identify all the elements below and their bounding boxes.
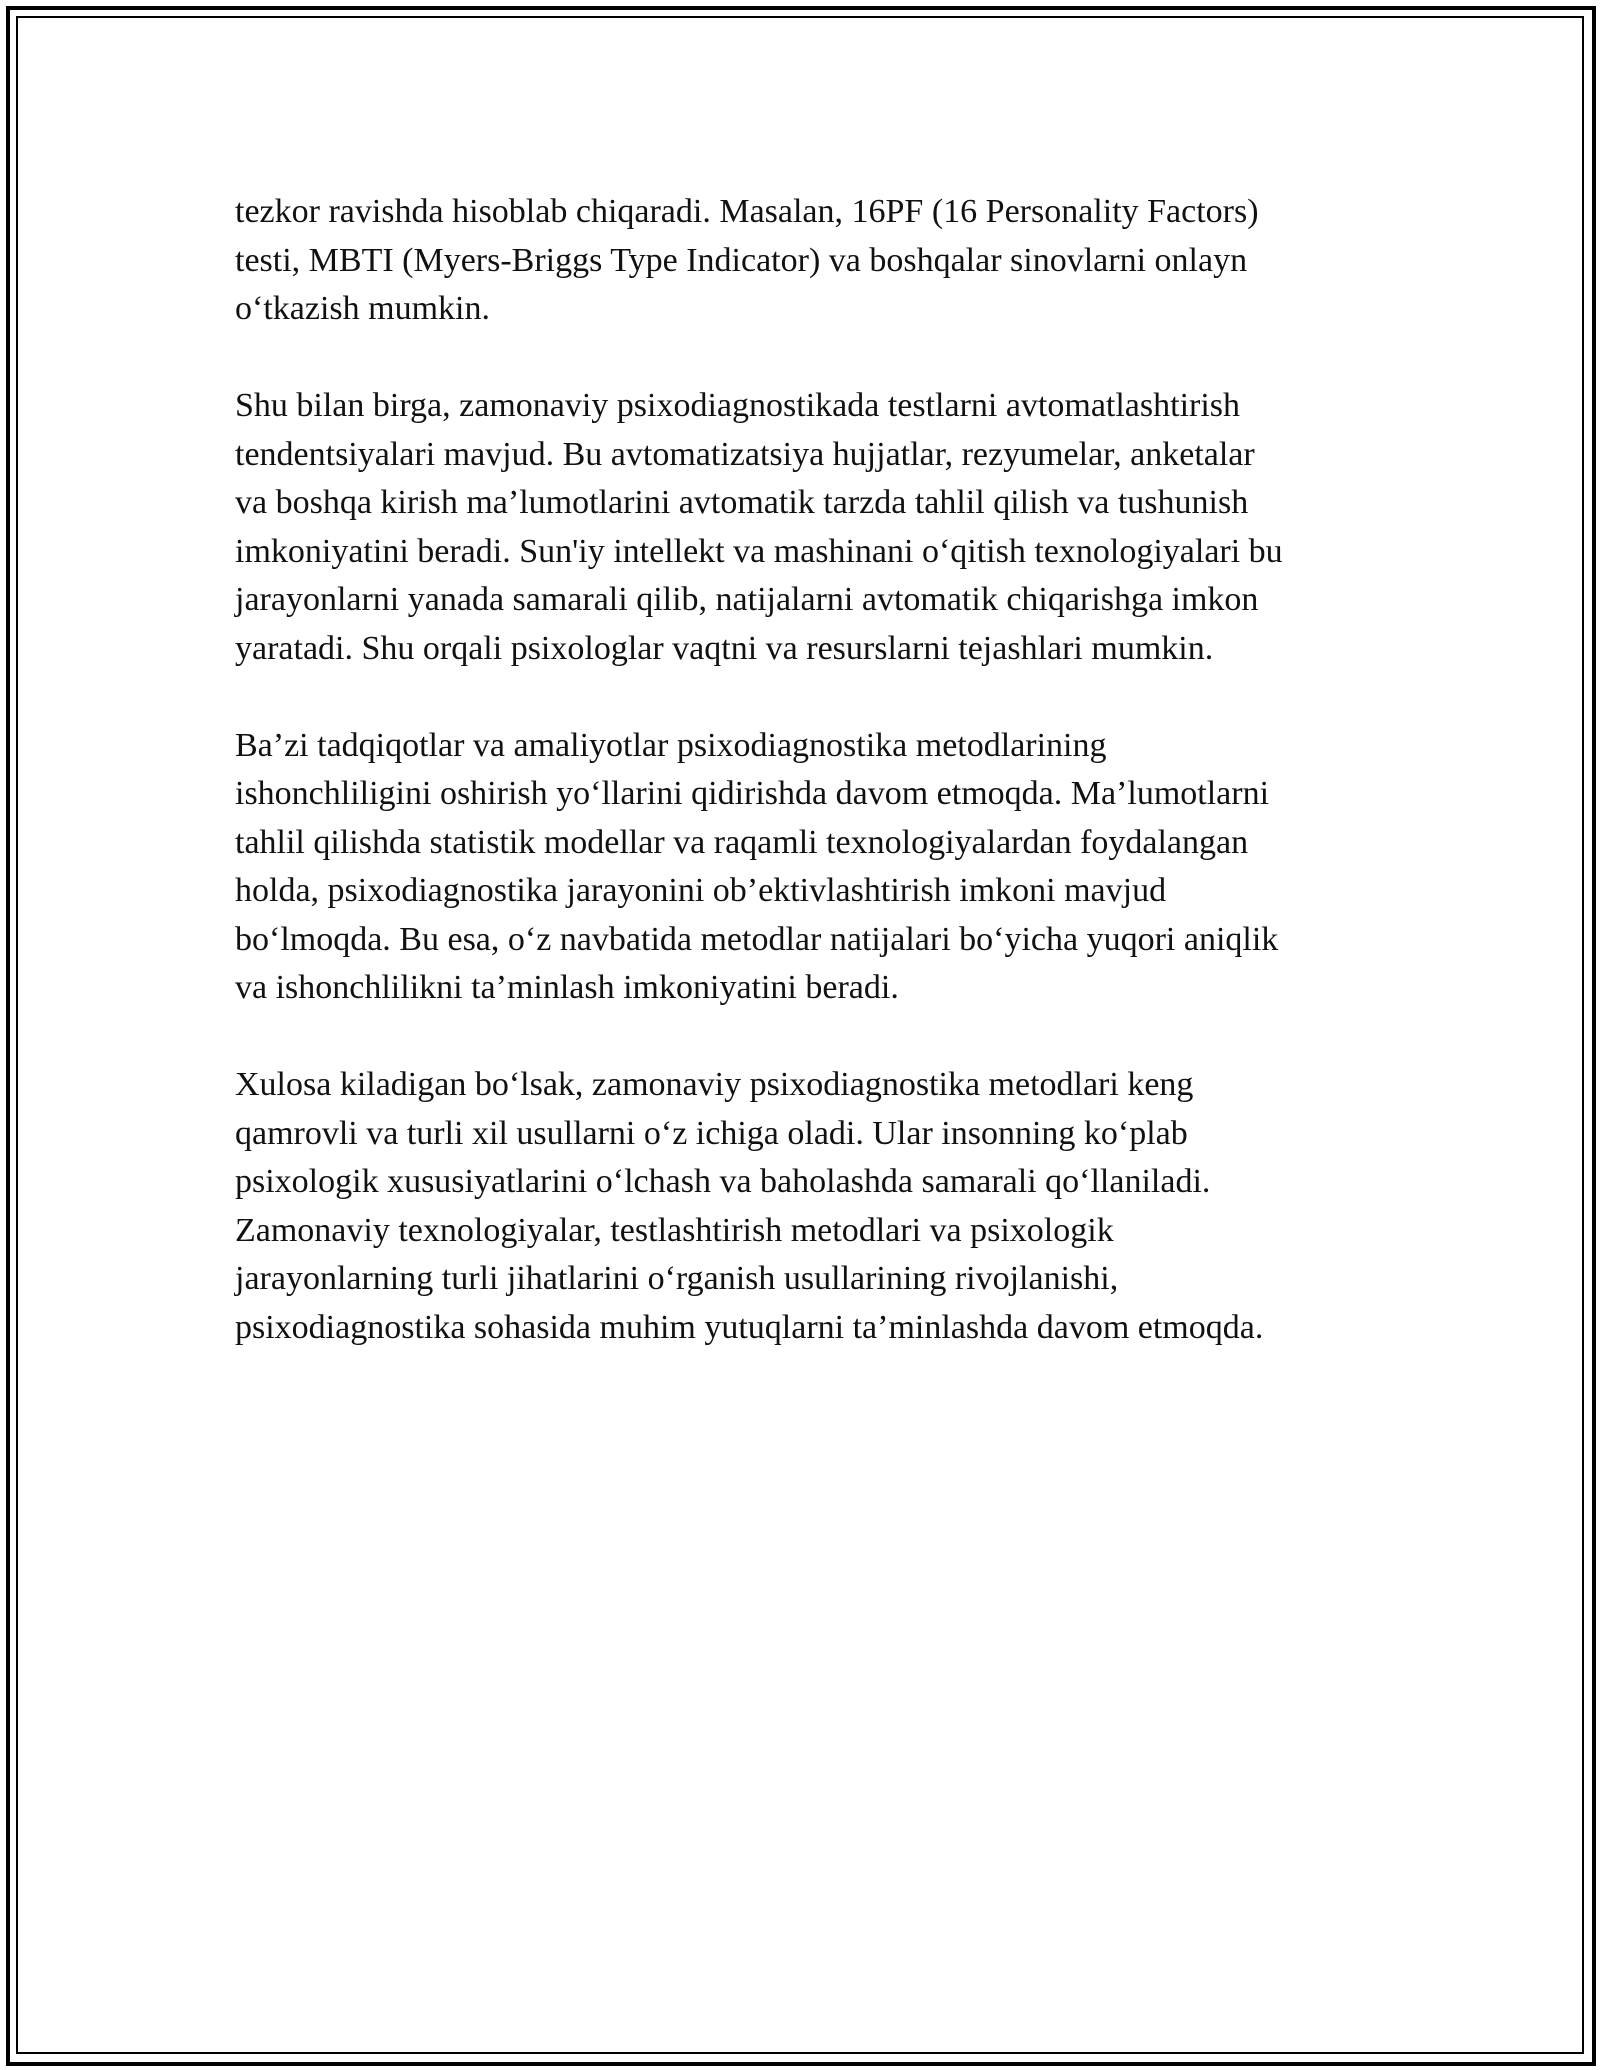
text-line: o‘tkazish mumkin. bbox=[235, 290, 490, 327]
text-line: Shu bilan birga, zamonaviy psixodiagnostikada testlarni avtomatlashtirish bbox=[235, 387, 1241, 424]
text-line: bo‘lmoqda. Bu esa, o‘z navbatida metodlar natijalari bo‘yicha yuqori aniqlik bbox=[235, 920, 1279, 958]
text-line: jarayonlarning turli jihatlarini o‘rganish usullarining rivojlanishi, bbox=[235, 1260, 1119, 1297]
text-line: va ishonchlilikni ta’minlash imkoniyatini beradi. bbox=[235, 969, 899, 1006]
text-line: Zamonaviy texnologiyalar, testlashtirish metodlari va psixologik bbox=[235, 1211, 1114, 1249]
text-line: testi, MBTI (Myers-Briggs Type Indicator) va boshqalar sinovlarni onlayn bbox=[235, 241, 1248, 279]
text-line: tezkor ravishda hisoblab chiqaradi. Masalan, 16PF (16 Personality Factors) bbox=[235, 193, 1259, 230]
paragraph-2 bbox=[235, 382, 1375, 673]
text-line: qamrovli va turli xil usullarni o‘z ichiga oladi. Ular insonning ko‘plab bbox=[235, 1114, 1188, 1152]
text-line: Xulosa kiladigan bo‘lsak, zamonaviy psixodiagnostika metodlari keng bbox=[235, 1066, 1194, 1103]
text-line: Ba’zi tadqiqotlar va amaliyotlar psixodiagnostika metodlarining bbox=[235, 726, 1107, 764]
text-line: psixologik xususiyatlarini o‘lchash va baholashda samarali qo‘llaniladi. bbox=[235, 1163, 1211, 1200]
text-line: imkoniyatini beradi. Sun'iy intellekt va mashinani o‘qitish texnologiyalari bu bbox=[235, 532, 1283, 570]
paragraph-1 bbox=[235, 188, 1375, 334]
document-body bbox=[235, 188, 1375, 1401]
paragraph-3 bbox=[235, 722, 1375, 1013]
text-line: holda, psixodiagnostika jarayonini ob’ektivlashtirish imkoni mavjud bbox=[235, 872, 1167, 909]
text-line: yaratadi. Shu orqali psixologlar vaqtni va resurslarni tejashlari mumkin. bbox=[235, 629, 1214, 667]
text-line: psixodiagnostika sohasida muhim yutuqlarni ta’minlashda davom etmoqda. bbox=[235, 1308, 1264, 1346]
text-line: tahlil qilishda statistik modellar va raqamli texnologiyalardan foydalangan bbox=[235, 823, 1249, 861]
text-line: ishonchliligini oshirish yo‘llarini qidirishda davom etmoqda. Ma’lumotlarni bbox=[235, 775, 1270, 812]
paragraph-4 bbox=[235, 1061, 1375, 1352]
text-line: tendentsiyalari mavjud. Bu avtomatizatsiya hujjatlar, rezyumelar, anketalar bbox=[235, 435, 1255, 473]
text-line: va boshqa kirish ma’lumotlarini avtomatik tarzda tahlil qilish va tushunish bbox=[235, 484, 1249, 521]
text-line: jarayonlarni yanada samarali qilib, natijalarni avtomatik chiqarishga imkon bbox=[235, 581, 1259, 618]
